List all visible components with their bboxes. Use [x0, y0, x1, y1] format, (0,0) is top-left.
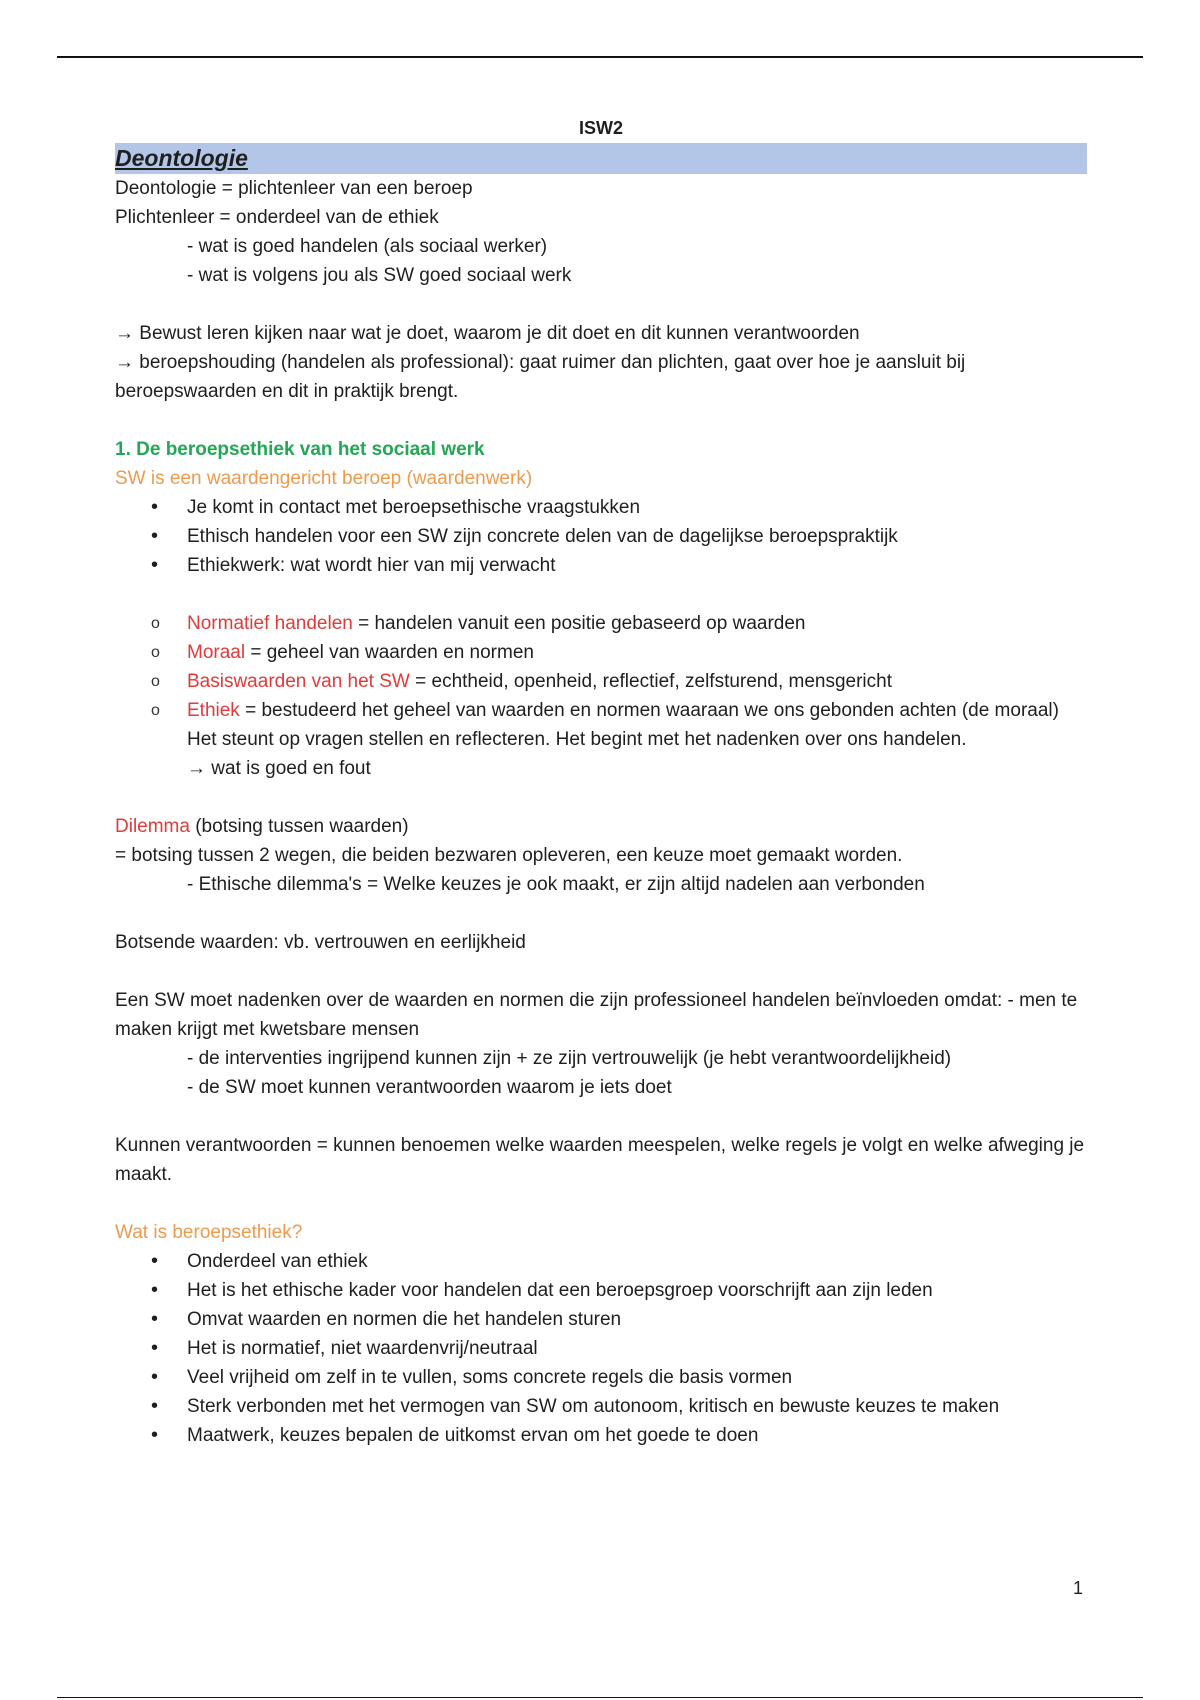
justify-paragraph: Kunnen verantwoorden = kunnen benoemen welke waarden meespelen, welke regels je volgt en welke afweging je maakt.: [115, 1135, 1085, 1185]
list-item: • Maatwerk, keuzes bepalen de uitkomst ervan om het goede te doen: [115, 1421, 1087, 1450]
bottom-rule: [57, 1697, 1143, 1698]
list-item: • Sterk verbonden met het vermogen van SW om autonoom, kritisch en bewuste keuzes te maken: [115, 1392, 1087, 1421]
term-label: Basiswaarden van het SW: [187, 671, 410, 692]
term-label: Normatief handelen: [187, 613, 353, 634]
section-heading: Deontologie: [115, 143, 1087, 174]
top-rule: [57, 56, 1143, 58]
definition-deontologie: Deontologie = plichtenleer van een beroep: [115, 178, 473, 199]
list-item: • Veel vrijheid om zelf in te vullen, soms concrete regels die basis vormen: [115, 1363, 1087, 1392]
list-item: • Ethiekwerk: wat wordt hier van mij verwacht: [115, 551, 1087, 580]
term-label: Moraal: [187, 642, 246, 663]
terms-list: [115, 609, 1087, 754]
term-definition: = bestudeerd het geheel van waarden en normen waaraan we ons gebonden achten (de moraal) Het steunt op vragen stellen en reflecteren. Het begint met het nadenken over ons handelen.: [187, 700, 1059, 750]
term-item: [115, 638, 1087, 667]
sub-point: - wat is goed handelen (als sociaal werker): [187, 236, 548, 257]
arrow-point: → Bewust leren kijken naar wat je doet, waarom je dit doet en dit kunnen verantwoorden: [115, 323, 860, 344]
term-definition: = handelen vanuit een positie gebaseerd op waarden: [352, 613, 806, 634]
list-item: • Ethisch handelen voor een SW zijn concrete delen van de dagelijkse beroepspraktijk: [115, 522, 1087, 551]
terms-arrow: → wat is goed en fout: [187, 758, 371, 779]
term-item: [115, 609, 1087, 638]
dilemma-definition: = botsing tussen 2 wegen, die beiden bezwaren opleveren, een keuze moet gemaakt worden.: [115, 845, 903, 866]
dilemma-line: [115, 812, 1087, 841]
term-item: [115, 667, 1087, 696]
sub-point: - wat is volgens jou als SW goed sociaal werk: [187, 265, 572, 286]
term-label: Ethiek: [187, 700, 240, 721]
part1-bullet-list: [115, 493, 1087, 580]
part1-heading: 1. De beroepsethiek van het sociaal werk: [115, 439, 485, 460]
definition-plichtenleer: Plichtenleer = onderdeel van de ethiek: [115, 207, 439, 228]
reflection-sub: - de SW moet kunnen verantwoorden waarom je iets doet: [187, 1077, 672, 1098]
clashing-values: Botsende waarden: vb. vertrouwen en eerlijkheid: [115, 932, 526, 953]
list-item: • Onderdeel van ethiek: [115, 1247, 1087, 1276]
dilemma-term-rest: (botsing tussen waarden): [189, 816, 409, 837]
list-item: • Het is het ethische kader voor handelen dat een beroepsgroep voorschrijft aan zijn leden: [115, 1276, 1087, 1305]
page-number: 1: [1073, 1578, 1084, 1598]
list-item: • Je komt in contact met beroepsethische vraagstukken: [115, 493, 1087, 522]
reflection-paragraph: Een SW moet nadenken over de waarden en normen die zijn professioneel handelen beïnvloeden omdat: - men te maken krijgt met kwetsbare mensen: [115, 990, 1078, 1040]
part1-subheading: SW is een waardengericht beroep (waardenwerk): [115, 468, 533, 489]
document-body: [115, 117, 1087, 1450]
reflection-sub: - de interventies ingrijpend kunnen zijn + ze zijn vertrouwelijk (je hebt verantwoordelijkheid): [187, 1048, 952, 1069]
ethics-heading: Wat is beroepsethiek?: [115, 1222, 303, 1243]
page-title: ISW2: [578, 118, 623, 138]
term-item: [115, 696, 1087, 754]
term-definition: = geheel van waarden en normen: [245, 642, 534, 663]
term-definition: = echtheid, openheid, reflectief, zelfsturend, mensgericht: [409, 671, 892, 692]
list-item: • Omvat waarden en normen die het handelen sturen: [115, 1305, 1087, 1334]
ethics-bullet-list: [115, 1247, 1087, 1450]
dilemma-term: Dilemma: [115, 816, 190, 837]
dilemma-sub: - Ethische dilemma's = Welke keuzes je ook maakt, er zijn altijd nadelen aan verbonden: [187, 874, 925, 895]
list-item: • Het is normatief, niet waardenvrij/neutraal: [115, 1334, 1087, 1363]
arrow-point: → beroepshouding (handelen als professional): gaat ruimer dan plichten, gaat over hoe je aansluit bij beroepswaarden en dit in praktijk brengt.: [115, 352, 966, 402]
